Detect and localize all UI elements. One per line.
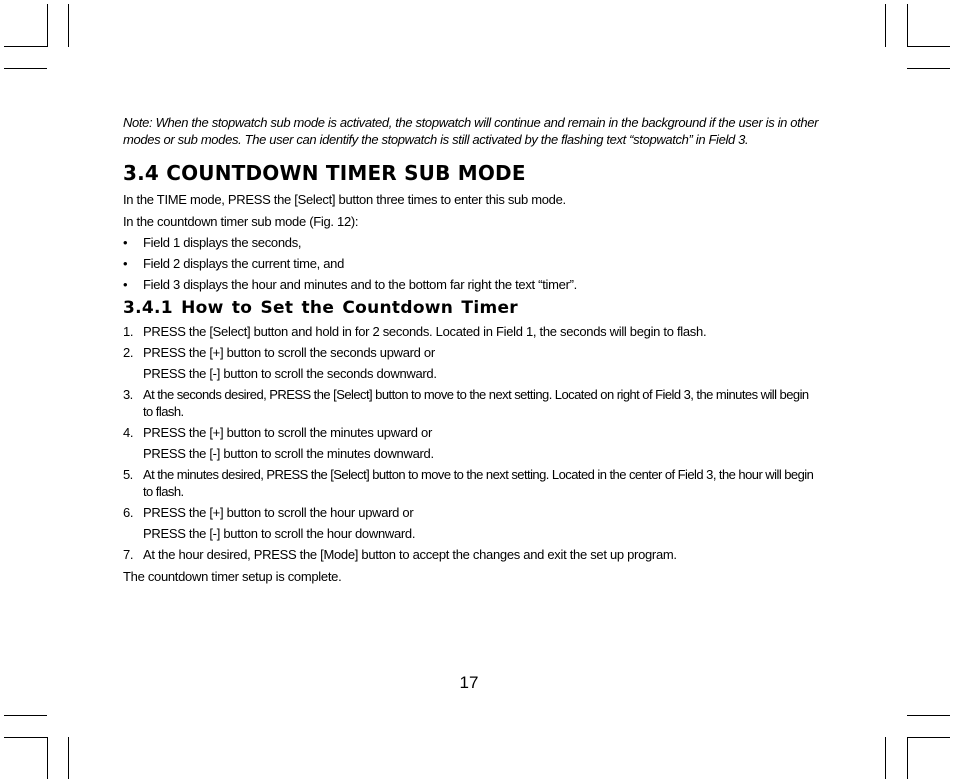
fig-intro: In the countdown timer sub mode (Fig. 12):: [123, 214, 359, 229]
list-item: [123, 234, 821, 251]
crop-mark: [47, 737, 48, 779]
crop-mark: [4, 68, 47, 69]
crop-mark: [4, 737, 47, 738]
list-item: [123, 255, 821, 272]
list-item: [123, 466, 821, 500]
crop-mark: [4, 46, 47, 47]
crop-mark: [907, 737, 908, 779]
crop-mark: [907, 715, 950, 716]
list-item: [123, 323, 821, 340]
step-number: 6.: [123, 505, 134, 520]
crop-mark: [4, 715, 47, 716]
crop-mark: [907, 68, 950, 69]
bullet-mark: •: [123, 277, 128, 292]
step-continuation: PRESS the [-] button to scroll the minutes downward.: [143, 446, 434, 461]
list-item: [123, 504, 821, 521]
crop-mark: [885, 737, 886, 779]
step-number: 2.: [123, 345, 134, 360]
page-content: [123, 114, 821, 585]
subsection-heading: 3.4.1 How to Set the Countdown Timer: [123, 298, 518, 318]
bullet-mark: •: [123, 235, 128, 250]
step-text: At the hour desired, PRESS the [Mode] button to accept the changes and exit the set up program.: [143, 547, 677, 562]
crop-mark: [885, 4, 886, 47]
step-number: 4.: [123, 425, 134, 440]
crop-mark: [907, 737, 950, 738]
step-text: PRESS the [+] button to scroll the seconds upward or: [143, 345, 435, 360]
crop-mark: [907, 4, 908, 47]
bullet-text: Field 1 displays the seconds,: [143, 235, 302, 250]
step-text: At the minutes desired, PRESS the [Select] button to move to the next setting. Located in the center of Field 3, the hour will begin to flash.: [143, 467, 814, 499]
step-number: 1.: [123, 324, 134, 339]
step-text: PRESS the [+] button to scroll the minutes upward or: [143, 425, 432, 440]
bullet-list: [123, 234, 821, 293]
bullet-mark: •: [123, 256, 128, 271]
list-item: [123, 386, 821, 420]
crop-mark: [47, 4, 48, 47]
bullet-text: Field 2 displays the current time, and: [143, 256, 345, 271]
crop-mark: [68, 4, 69, 47]
step-number: 3.: [123, 387, 133, 402]
page-number: 17: [459, 673, 479, 692]
step-continuation: PRESS the [-] button to scroll the hour downward.: [143, 526, 416, 541]
step-text: At the seconds desired, PRESS the [Select] button to move to the next setting. Located on right of Field 3, the minutes will begin to flash.: [143, 387, 809, 419]
stopwatch-note: Note: When the stopwatch sub mode is activated, the stopwatch will continue and remain in the background if the user is in other modes or sub modes. The user can identify the stopwatch is still activated by the flashing text “stopwatch” in Field 3.: [123, 115, 819, 147]
step-text: PRESS the [Select] button and hold in for 2 seconds. Located in Field 1, the seconds will begin to flash.: [143, 324, 707, 339]
list-item: [123, 424, 821, 441]
section-heading: 3.4 COUNTDOWN TIMER SUB MODE: [123, 161, 526, 185]
step-number: 7.: [123, 547, 134, 562]
bullet-text: Field 3 displays the hour and minutes and to the bottom far right the text “timer”.: [143, 277, 577, 292]
crop-mark: [68, 737, 69, 779]
section-intro: In the TIME mode, PRESS the [Select] button three times to enter this sub mode.: [123, 192, 566, 207]
list-item: [123, 276, 821, 293]
list-item: [123, 344, 821, 361]
list-item: [123, 546, 821, 563]
step-text: PRESS the [+] button to scroll the hour upward or: [143, 505, 414, 520]
closing-text: The countdown timer setup is complete.: [123, 569, 342, 584]
crop-mark: [907, 46, 950, 47]
steps-list: [123, 323, 821, 563]
step-continuation: PRESS the [-] button to scroll the seconds downward.: [143, 366, 437, 381]
step-number: 5.: [123, 467, 133, 482]
